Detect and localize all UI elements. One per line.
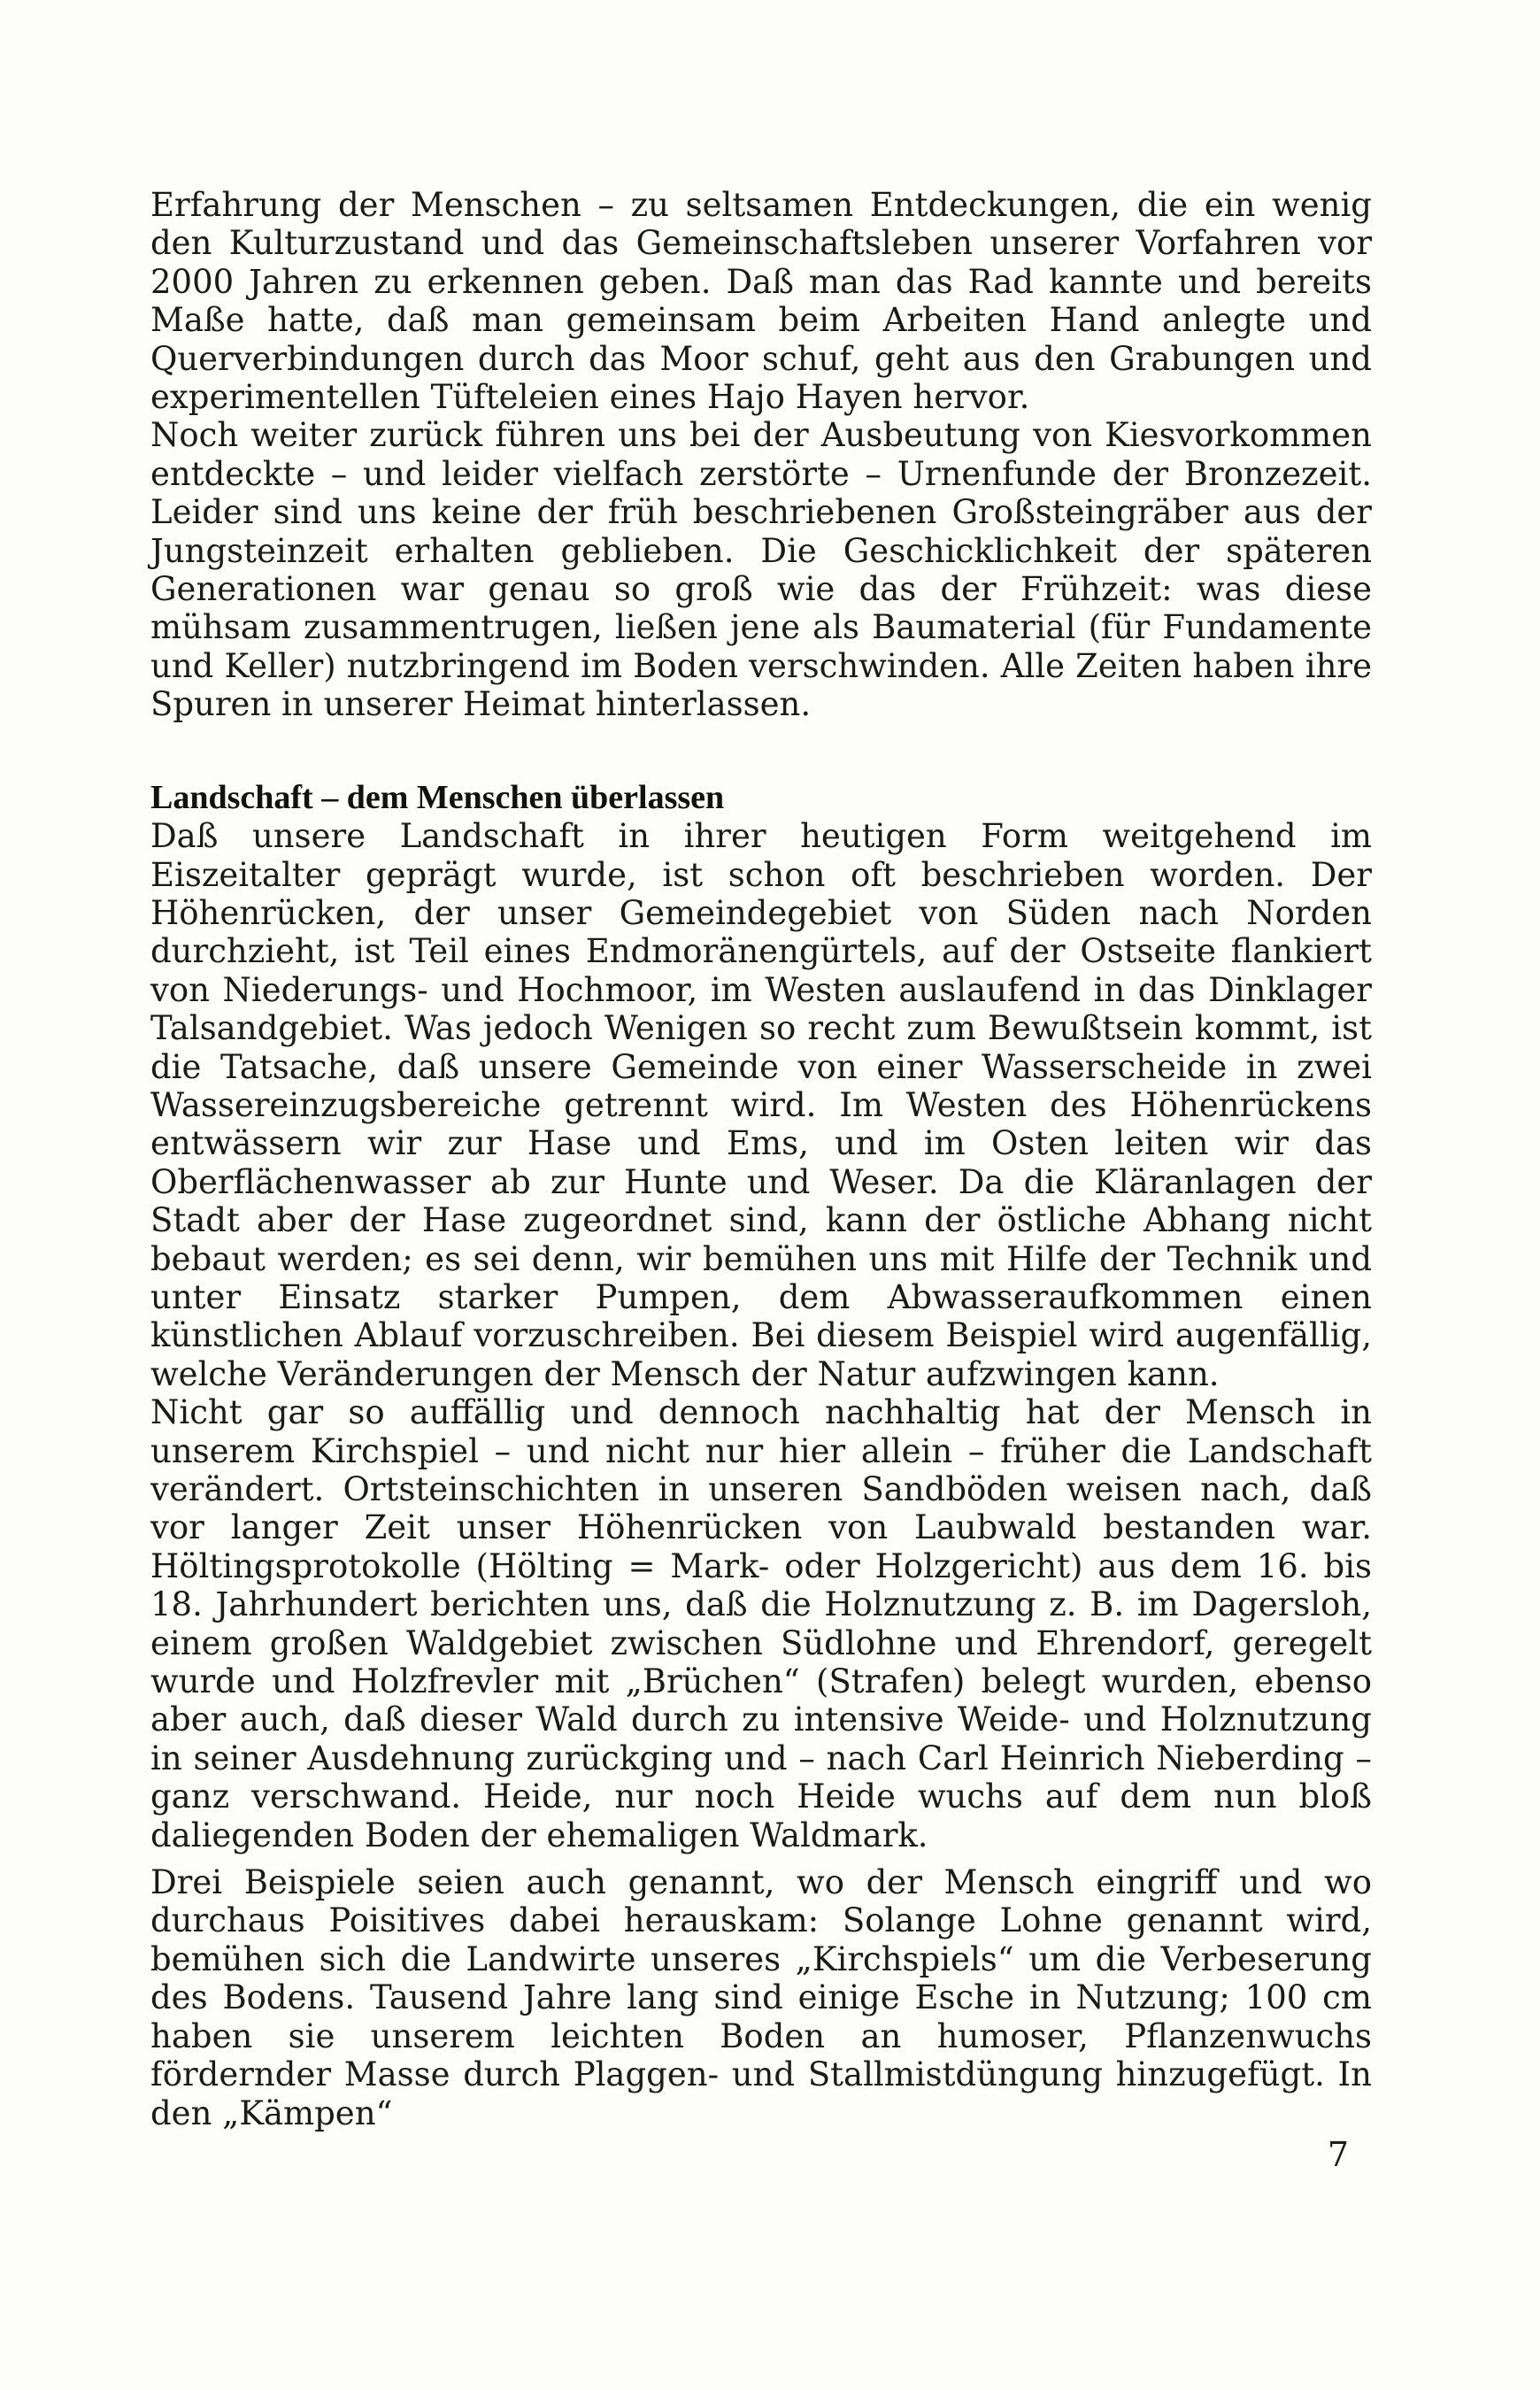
paragraph-5: Drei Beispiele seien auch genannt, wo der Mensch eingriff und wo durchaus Poisitives dabei herauskam: Solange Lohne genannt wird, bemühen sich die Landwirte unseres „Kirchspiels“ um die Verbeserung des Bodens. Tausend Jahre lang sind einige Esche in Nutzung; 100 cm haben sie unserem leichten Boden an humoser, Pflanzenwuchs fördernder Masse durch Plaggen- und Stallmistdüngung hinzugefügt. In den „Kämpen“	[150, 1863, 1372, 2132]
paragraph-3: Daß unsere Landschaft in ihrer heutigen Form weitgehend im Eiszeitalter geprägt wurde, ist schon oft beschrieben worden. Der Höhenrücken, der unser Gemeindegebiet von Süden nach Norden durchzieht, ist Teil eines Endmoränengürtels, auf der Ostseite flankiert von Niederungs- und Hochmoor, im Westen auslaufend in das Dinklager Talsandgebiet. Was jedoch Wenigen so recht zum Bewußtsein kommt, ist die Tatsache, daß unsere Gemeinde von einer Wasserscheide in zwei Wassereinzugsbereiche getrennt wird. Im Westen des Höhenrückens entwässern wir zur Hase und Ems, und im Osten leiten wir das Oberflächenwasser ab zur Hunte und Weser. Da die Kläranlagen der Stadt aber der Hase zugeordnet sind, kann der östliche Abhang nicht bebaut werden; es sei denn, wir bemühen uns mit Hilfe der Technik und unter Einsatz starker Pumpen, dem Abwasseraufkommen einen künstlichen Ablauf vorzuschreiben. Bei diesem Beispiel wird augenfällig, welche Veränderungen der Mensch der Natur aufzwingen kann.	[150, 817, 1372, 1393]
paragraph-4: Nicht gar so auffällig und dennoch nachhaltig hat der Mensch in unserem Kirchspiel – und nicht nur hier allein – früher die Landschaft verändert. Ortsteinschichten in unseren Sandböden weisen nach, daß vor langer Zeit unser Höhenrücken von Laubwald bestanden war. Höltingsprotokolle (Hölting = Mark- oder Holzgericht) aus dem 16. bis 18. Jahrhundert berichten uns, daß die Holznutzung z. B. im Dagersloh, einem großen Waldgebiet zwischen Südlohne und Ehrendorf, geregelt wurde und Holzfrevler mit „Brüchen“ (Strafen) belegt wurden, ebenso aber auch, daß dieser Wald durch zu intensive Weide- und Holznutzung in seiner Ausdehnung zurückging und – nach Carl Heinrich Nieberding – ganz verschwand. Heide, nur noch Heide wuchs auf dem nun bloß daliegenden Boden der ehemaligen Waldmark.	[150, 1393, 1372, 1854]
page-number: 7	[1327, 2135, 1349, 2174]
section-heading: Landschaft – dem Menschen überlassen	[150, 778, 725, 816]
paragraph-1: Erfahrung der Menschen – zu seltsamen Entdeckungen, die ein wenig den Kulturzustand und das Gemeinschaftsleben unserer Vorfahren vor 2000 Jahren zu erkennen geben. Daß man das Rad kannte und bereits Maße hatte, daß man gemeinsam beim Arbeiten Hand anlegte und Querverbindungen durch das Moor schuf, geht aus den Grabungen und experimentellen Tüfteleien eines Hajo Hayen hervor.	[150, 186, 1372, 417]
paragraph-2: Noch weiter zurück führen uns bei der Ausbeutung von Kiesvorkommen entdeckte – und leider vielfach zerstörte – Urnenfunde der Bronzezeit. Leider sind uns keine der früh beschriebenen Großsteingräber aus der Jungsteinzeit erhalten geblieben. Die Geschicklichkeit der späteren Generationen war genau so groß wie das der Frühzeit: was diese mühsam zusammentrugen, ließen jene als Baumaterial (für Fundamente und Keller) nutzbringend im Boden verschwinden. Alle Zeiten haben ihre Spuren in unserer Heimat hinterlassen.	[150, 416, 1372, 724]
text-column	[150, 186, 1372, 2132]
